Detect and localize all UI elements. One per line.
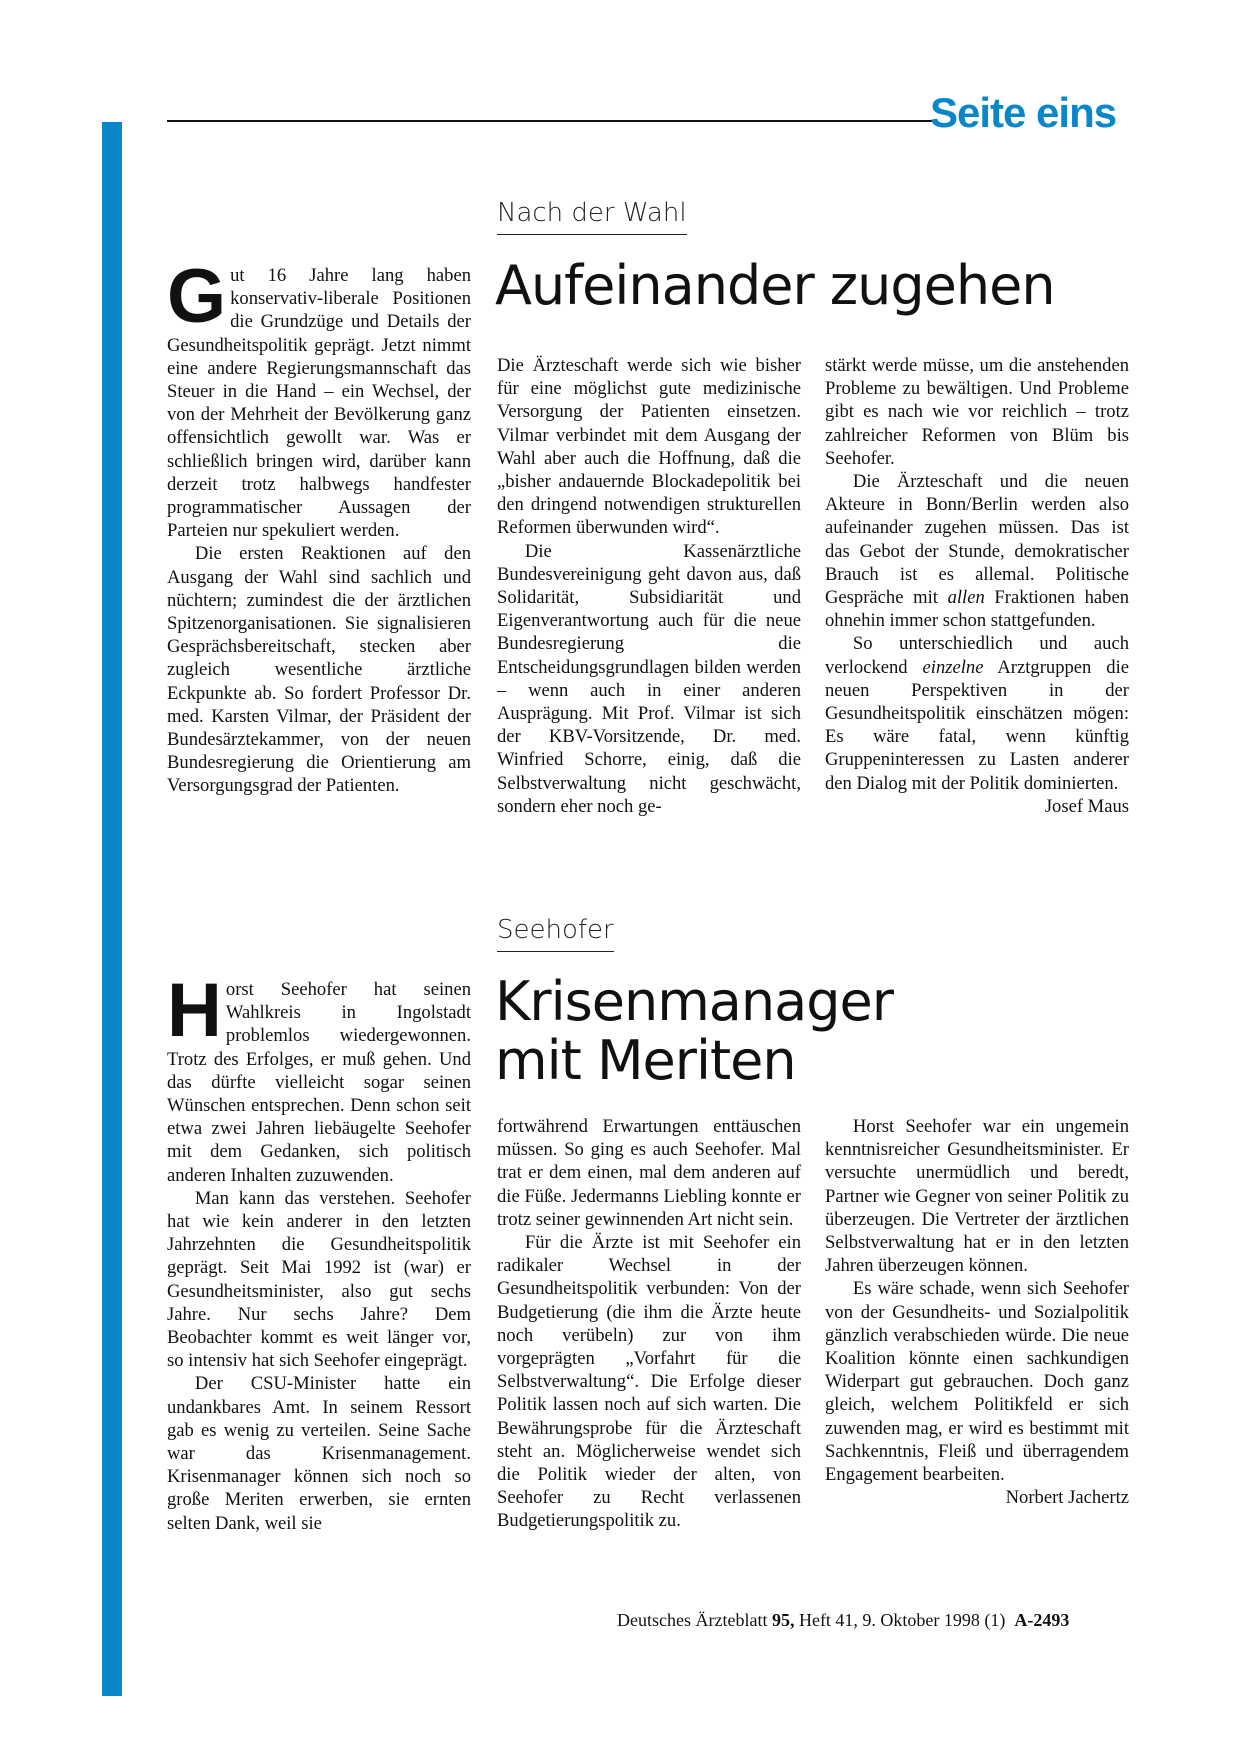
article2-paragraph: Es wäre schade, wenn sich Seehofer von der Gesundheits- und Sozialpolitik gänzlich verabschieden würde. Die neue Koalition könnte einen sachkundigen Widerpart gut gebrauchen. Doch ganz gleich, welchem Politikfeld er sich zuwenden mag, er wird es bestimmt mit Sachkenntnis, Fleiß und überragendem Engagement bearbeiten. Norbert Jachertz bbox=[825, 1278, 1129, 1509]
article2-column-2 bbox=[497, 1115, 801, 1533]
article1-paragraph: stärkt werde müsse, um die anstehenden Probleme zu bewältigen. Und Probleme gibt es nach wie vor reichlich – trotz zahlreicher Reformen von Blüm bis Seehofer. bbox=[825, 355, 1129, 469]
article2-paragraph: Man kann das verstehen. Seehofer hat wie kein anderer in den letzten Jahrzehnten die Gesundheitspolitik geprägt. Seit Mai 1992 ist (war) er Gesundheitsminister, also gut sechs Jahre. Nur sechs Jahre? Dem Beobachter kommt es weit länger vor, so intensiv hat sich Seehofer eingeprägt. bbox=[167, 1187, 471, 1372]
article1-paragraph: Gut 16 Jahre lang haben konservativ-liberale Positionen die Grundzüge und Details der Gesundheitspolitik geprägt. Jetzt nimmt eine andere Regierungsmannschaft das Steuer in die Hand – ein Wechsel, der von der Mehrheit der Bevölkerung ganz offensichtlich gewollt war. Was er schließlich bringen wird, darüber kann derzeit trotz halbwegs handfester programmatischer Aussagen der Parteien nur spekuliert werden. bbox=[167, 254, 471, 542]
article1-paragraph: Die Ärzteschaft werde sich wie bisher für eine möglichst gute medizinische Versorgung der Patienten einsetzen. Vilmar verbindet mit dem Ausgang der Wahl aber auch die Hoffnung, daß die „bisher andauernde Blockadepolitik bei den dringend notwendigen strukturellen Reformen überwunden wird“. bbox=[497, 355, 801, 539]
author-signoff: Josef Maus bbox=[1044, 795, 1129, 817]
article1-paragraph: Die Ärzteschaft und die neuen Akteure in Bonn/Berlin werden also aufeinander zugehen müssen. Das ist das Gebot der Stunde, demokratischer Brauch ist es allemal. Politische Gespräche mit allen Fraktionen haben ohnehin immer schon stattgefunden. bbox=[825, 471, 1130, 632]
accent-bar bbox=[102, 122, 122, 1696]
article1-column-2 bbox=[497, 354, 801, 818]
drop-cap: H bbox=[167, 968, 220, 1053]
article2-paragraph: Horst Seehofer hat seinen Wahlkreis in Ingolstadt problemlos wiedergewonnen. Trotz des Erfolges, er muß gehen. Und das dürfte vielleicht sogar seinen Wünschen entsprechen. Denn schon seit etwa zwei Jahren liebäugelte Seehofer mit dem Gedanken, sich politisch anderen Inhalten zuzuwenden. bbox=[167, 968, 471, 1186]
volume-number: 95, bbox=[771, 1610, 795, 1630]
article2-column-3 bbox=[825, 1115, 1129, 1509]
article1-kicker: Nach der Wahl bbox=[497, 200, 687, 235]
article2-headline: Krisenmanager mit Meriten bbox=[495, 970, 893, 1093]
article1-column-1 bbox=[167, 254, 471, 798]
article1-column-3 bbox=[825, 354, 1129, 818]
header-rule bbox=[167, 120, 937, 122]
article1-paragraph: Die Kassenärztliche Bundesvereinigung geht davon aus, daß Solidarität, Subsidiarität und Eigenverantwortung auch für die neue Bundesregierung die Entscheidungsgrundlagen bilden werden – wenn auch in einer anderen Ausprägung. Mit Prof. Vilmar ist sich der KBV-Vorsitzende, Dr. med. Winfried Schorre, einig, daß die Selbstverwaltung nicht geschwächt, sondern eher noch ge- bbox=[497, 540, 801, 817]
journal-name: Deutsches Ärzteblatt bbox=[617, 1610, 768, 1630]
article2-kicker: Seehofer bbox=[497, 917, 614, 952]
page-number: A-2493 bbox=[1014, 1610, 1070, 1630]
issue-date: Heft 41, 9. Oktober 1998 (1) bbox=[798, 1610, 1006, 1630]
article2-column-1 bbox=[167, 968, 471, 1535]
article2-paragraph: Für die Ärzte ist mit Seehofer ein radikaler Wechsel in der Gesundheitspolitik verbunden: Von der Budgetierung (die ihm die Ärzte heute noch verübeln) zur von ihm vorgeprägten „Vorfahrt für die Selbstverwaltung“. Die Erfolge dieser Politik lassen noch auf sich warten. Die Bewährungsprobe für die Ärzteschaft steht an. Möglicherweise wendet sich die Politik wieder der alten, von Seehofer zu Recht verlassenen Budgetierungspolitik zu. bbox=[497, 1232, 801, 1532]
author-signoff: Norbert Jachertz bbox=[1005, 1487, 1129, 1509]
article2-paragraph: Der CSU-Minister hatte ein undankbares Amt. In seinem Ressort gab es wenig zu verteilen. Seine Sache war das Krisenmanagement. Krisenmanager können sich noch so große Meriten erwerben, sie ernten selten Dank, weil sie bbox=[167, 1373, 471, 1534]
drop-cap: G bbox=[167, 254, 225, 339]
article2-paragraph: fortwährend Erwartungen enttäuschen müssen. So ging es auch Seehofer. Mal trat er dem einen, mal dem anderen auf die Füße. Jedermanns Liebling konnte er trotz seiner gewinnenden Art nicht sein. bbox=[497, 1116, 801, 1230]
article1-paragraph: So unterschiedlich und auch verlockend einzelne Arztgruppen die neuen Perspektiven in der Gesundheitspolitik einschätzen mögen: Es wäre fatal, wenn künftig Gruppeninteressen zu Lasten anderer den Dialog mit der Politik dominierten. Josef Maus bbox=[825, 633, 1129, 817]
article1-headline: Aufeinander zugehen bbox=[495, 254, 1055, 317]
page-footer bbox=[617, 1610, 1069, 1631]
section-title: Seite eins bbox=[930, 89, 1117, 136]
article2-paragraph: Horst Seehofer war ein ungemein kenntnisreicher Gesundheitsminister. Er versuchte unermüdlich und beredt, Partner wie Gegner von seiner Politik zu überzeugen. Die Vertreter der ärztlichen Selbstverwaltung hat er in den letzten Jahren überzeugen können. bbox=[825, 1116, 1129, 1277]
article1-paragraph: Die ersten Reaktionen auf den Ausgang der Wahl sind sachlich und nüchtern; zumindest die der ärztlichen Spitzenorganisationen. Sie signalisieren Gesprächsbereitschaft, stecken aber zugleich wesentliche ärztliche Eckpunkte ab. So fordert Professor Dr. med. Karsten Vilmar, der Präsident der Bundesärztekammer, von der neuen Bundesregierung die Orientierung am Versorgungsgrad der Patienten. bbox=[167, 543, 471, 797]
